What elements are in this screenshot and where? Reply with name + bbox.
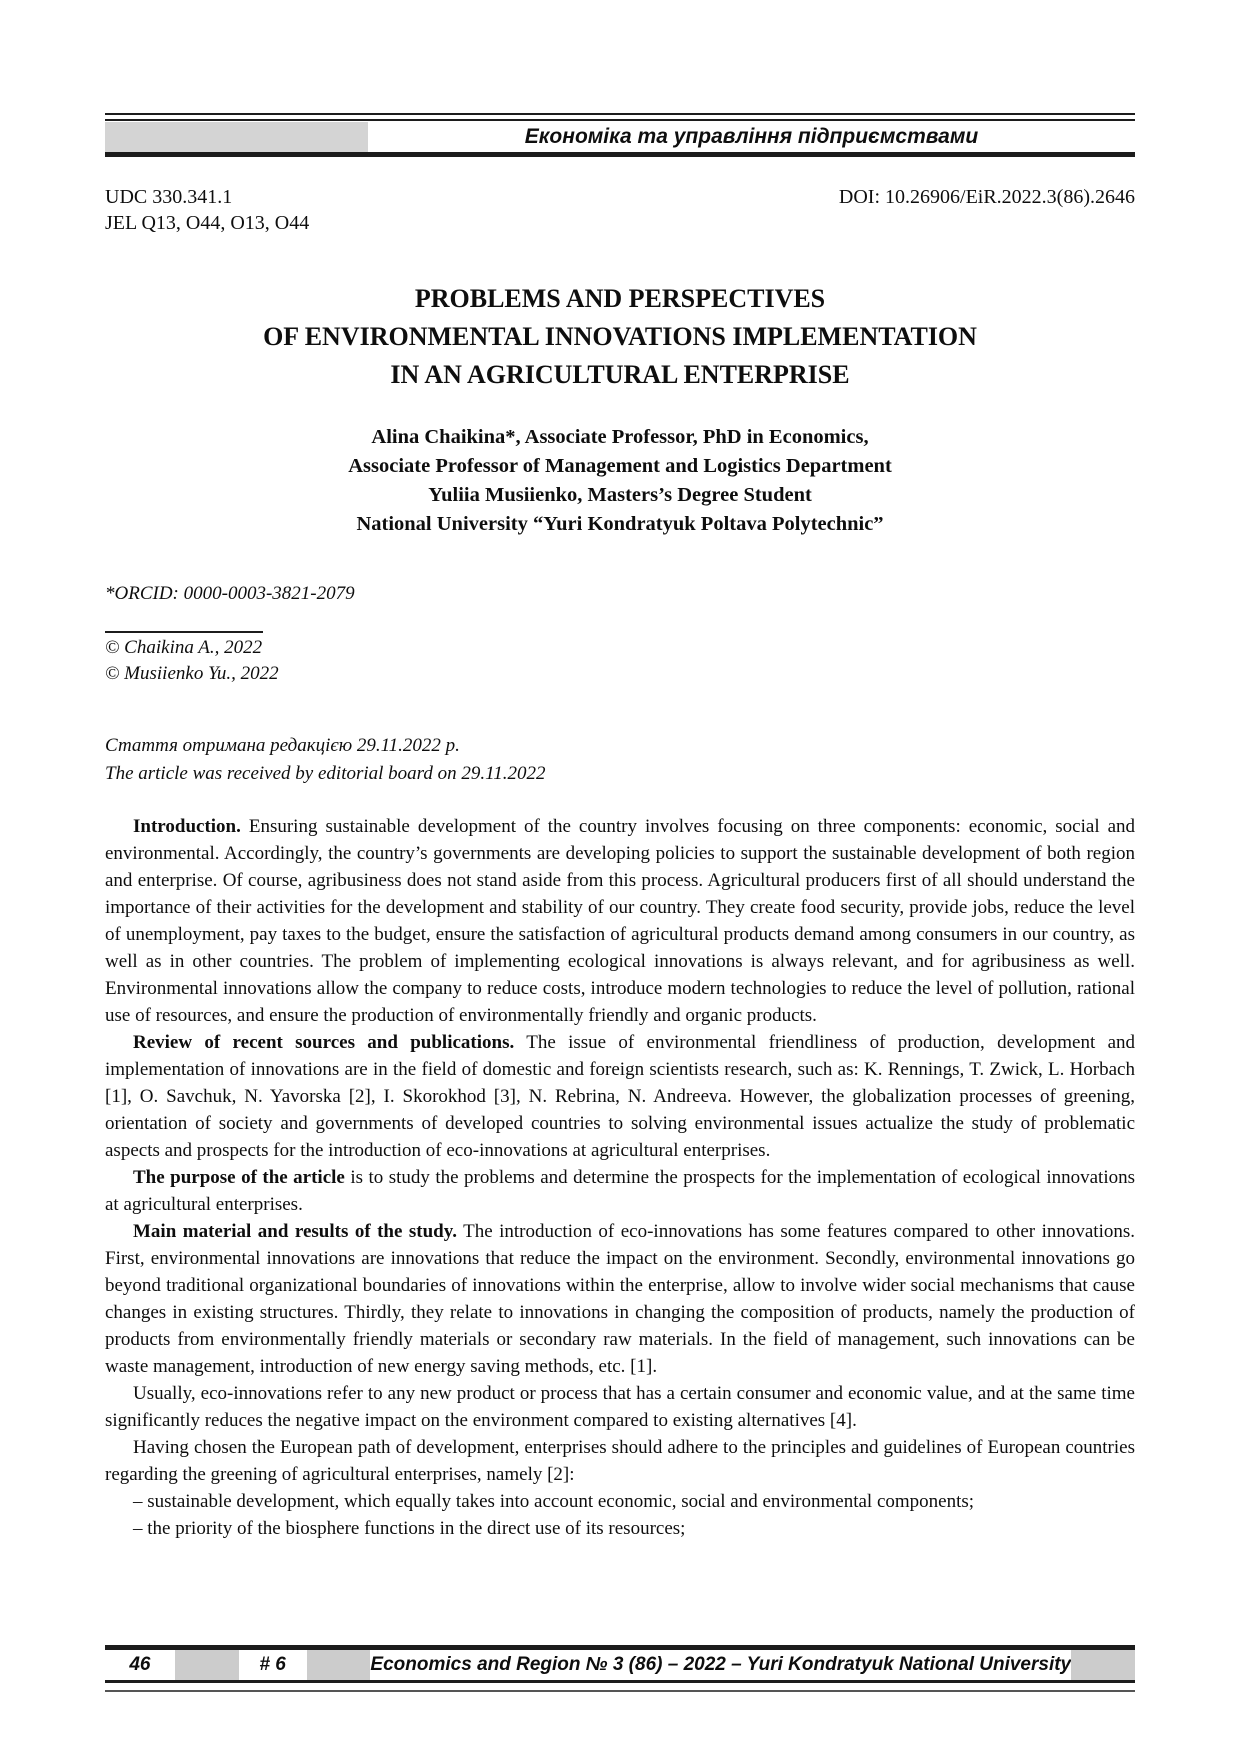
paragraph-review [105, 1029, 1135, 1164]
header-bar [105, 122, 1135, 157]
affiliation-line: National University “Yuri Kondratyuk Poltava Polytechnic” [356, 513, 884, 535]
orcid-note: *ORCID: 0000-0003-3821-2079 [105, 583, 355, 604]
list-item [105, 1488, 1135, 1515]
paragraph-lead: Review of recent sources and publications. [133, 1032, 515, 1053]
article-title [105, 280, 1135, 394]
paragraph-lead: Main material and results of the study. [133, 1221, 457, 1242]
copyright-block [105, 635, 1135, 687]
footer-gray-block [307, 1650, 371, 1680]
header-double-rule [105, 113, 1135, 121]
paragraph-european-path [105, 1434, 1135, 1488]
copyright-line: © Musiienko Yu., 2022 [105, 663, 279, 684]
received-uk: Стаття отримана редакцією 29.11.2022 р. [105, 735, 460, 756]
journal-header [105, 113, 1135, 157]
paragraph-text: Usually, eco-innovations refer to any new product or process that has a certain consumer and economic value, and at the same time significantly reduces the negative impact on the environment compared to existing alternatives [4]. [105, 1383, 1135, 1431]
paragraph-text: The introduction of eco-innovations has some features compared to other innovations. First, environmental innovations are innovations that reduce the impact on the environment. Secondly, environmental innovations go beyond traditional organizational boundaries of innovations within the enterprise, allow to involve wider social mechanisms that cause changes in existing structures. Thirdly, they relate to innovations in changing the composition of products, namely the production of products from environmentally friendly materials or secondary raw materials. In the field of management, such innovations can be waste management, introduction of new energy saving methods, etc. [1]. [105, 1221, 1136, 1377]
author-line: Yuliia Musiienko, Masters’s Degree Student [428, 484, 812, 506]
paragraph-text: – sustainable development, which equally takes into account economic, social and environmental components; [133, 1491, 975, 1512]
footer-underline [105, 1690, 1135, 1692]
section-title: Економіка та управління підприємствами [524, 125, 979, 148]
paragraph-text: is to study the problems and determine the prospects for the implementation of ecological innovations at agricultural enterprises. [105, 1167, 1136, 1215]
received-block [105, 732, 1135, 788]
journal-line: Economics and Region № 3 (86) – 2022 – Yuri Kondratyuk National University [370, 1650, 1071, 1680]
footer-gray-block [1071, 1650, 1135, 1680]
jel-codes: JEL Q13, O44, O13, O44 [105, 212, 310, 234]
paragraph-lead: The purpose of the article [133, 1167, 345, 1188]
paragraph-lead: Introduction. [133, 816, 241, 837]
header-gray-block [105, 122, 368, 152]
article-title-line: IN AN AGRICULTURAL ENTERPRISE [390, 360, 850, 389]
footer-gray-block [175, 1650, 239, 1680]
page-number: 46 [105, 1650, 175, 1680]
udc-code: UDC 330.341.1 [105, 186, 233, 208]
copyright-line: © Chaikina A., 2022 [105, 637, 263, 658]
article-body [105, 813, 1135, 1542]
received-en: The article was received by editorial board on 29.11.2022 [105, 763, 546, 784]
paragraph-purpose [105, 1164, 1135, 1218]
paragraph-usually [105, 1380, 1135, 1434]
paragraph-introduction [105, 813, 1135, 1029]
page-content [105, 0, 1135, 1542]
author-line: Associate Professor of Management and Logistics Department [348, 455, 892, 477]
paragraph-text: Ensuring sustainable development of the country involves focusing on three components: economic, social and environmental. Accordingly, the country’s governments are developing policies to support the sustainable development of both region and enterprise. Of course, agribusiness does not stand aside from this process. Agricultural producers first of all should understand the importance of their activities for the development and stability of our country. They create food security, provide jobs, reduce the level of unemployment, pay taxes to the budget, ensure the satisfaction of agricultural products demand among consumers in our country, as well as in other countries. The problem of implementing ecological innovations is always relevant, and for agribusiness as well. Environmental innovations allow the company to reduce costs, introduce modern technologies to reduce the level of pollution, rational use of resources, and ensure the production of environmentally friendly and organic products. [105, 816, 1135, 1026]
footer-bar [105, 1645, 1135, 1683]
paragraph-main-material [105, 1218, 1135, 1380]
paragraph-text: – the priority of the biosphere functions in the direct use of its resources; [133, 1518, 686, 1539]
page-footer [105, 1645, 1135, 1692]
doi-code: DOI: 10.26906/EiR.2022.3(86).2646 [838, 186, 1135, 208]
author-line: Alina Chaikina*, Associate Professor, PhD in Economics, [371, 426, 869, 448]
article-title-line: PROBLEMS AND PERSPECTIVES [414, 284, 826, 313]
meta-row [105, 184, 1135, 210]
meta-block [105, 184, 1135, 236]
copyright-rule [105, 607, 263, 633]
paragraph-text: Having chosen the European path of development, enterprises should adhere to the principles and guidelines of European countries regarding the greening of agricultural enterprises, namely [2]: [105, 1437, 1135, 1485]
list-item [105, 1515, 1135, 1542]
paragraph-text: The issue of environmental friendliness of production, development and implementation of innovations are in the field of domestic and foreign scientists research, such as: K. Rennings, T. Zwick, L. Horbach [1], O. Savchuk, N. Yavorska [2], I. Skorokhod [3], N. Rebrina, N. Andreeva. However, the globalization processes of greening, orientation of society and governments of developed countries to solving environmental issues actualize the study of problematic aspects and prospects for the introduction of eco-innovations at agricultural enterprises. [105, 1032, 1135, 1161]
authors-block [105, 423, 1135, 539]
issue-number: # 6 [239, 1650, 307, 1680]
article-title-line: OF ENVIRONMENTAL INNOVATIONS IMPLEMENTATION [263, 322, 977, 351]
